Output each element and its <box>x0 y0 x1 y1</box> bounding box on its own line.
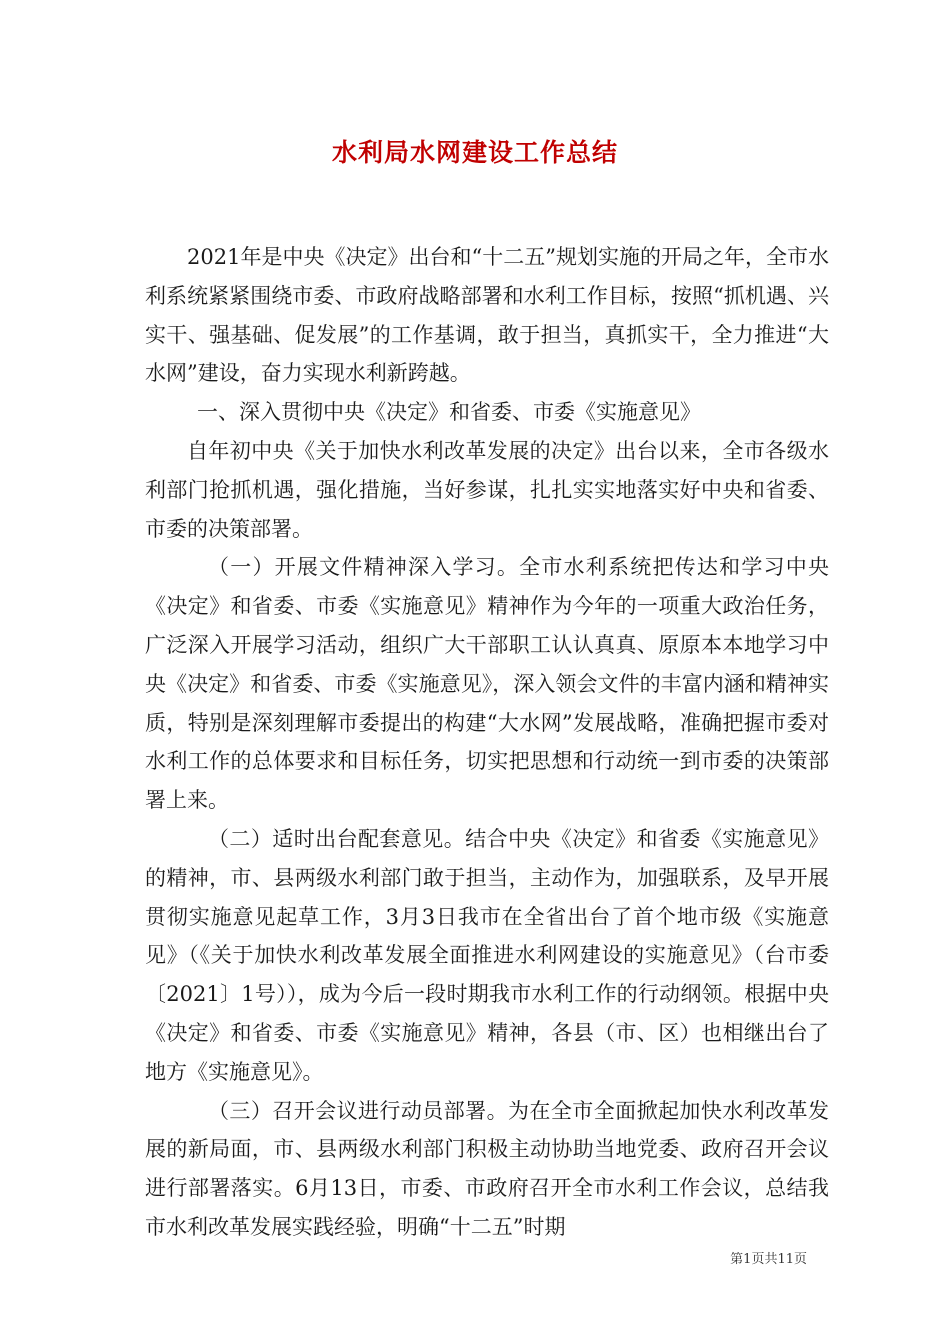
section-heading: 一、深入贯彻中央《决定》和省委、市委《实施意见》 <box>197 400 701 425</box>
body-paragraph: （二）适时出台配套意见。结合中央《决定》和省委《实施意见》的精神，市、县两级水利部门敢于担当，主动作为，加强联系，及早开展贯彻实施意见起草工作，3月3日我市在全省出台了首个地市级《实施意见》（《关于加快水利改革发展全面推进水利网建设的实施意见》（台市委〔2021〕1号）），成为今后一段时期我市水利工作的行动纲领。根据中央《决定》和省委、市委《实施意见》精神，各县（市、区）也相继出台了地方《实施意见》。 <box>145 826 829 1084</box>
page-number: 第1页共11页 <box>730 1252 807 1267</box>
intro-paragraph: 2021年是中央《决定》出台和“十二五”规划实施的开局之年，全市水利系统紧紧围绕市委、市政府战略部署和水利工作目标，按照“抓机遇、兴实干、强基础、促发展”的工作基调，敢于担当，真抓实干，全力推进“大水网”建设，奋力实现水利新跨越。 <box>145 245 829 386</box>
body-paragraph: 自年初中央《关于加快水利改革发展的决定》出台以来，全市各级水利部门抢抓机遇，强化措施，当好参谋，扎扎实实地落实好中央和省委、市委的决策部署。 <box>145 438 829 541</box>
body-paragraph: （三）召开会议进行动员部署。为在全市全面掀起加快水利改革发展的新局面，市、县两级水利部门积极主动协助当地党委、政府召开会议进行部署落实。6月13日，市委、市政府召开全市水利工作会议，总结我市水利改革发展实践经验，明确“十二五”时期 <box>145 1098 829 1239</box>
document-body <box>145 238 829 1247</box>
body-paragraph: （一）开展文件精神深入学习。全市水利系统把传达和学习中央《决定》和省委、市委《实施意见》精神作为今年的一项重大政治任务，广泛深入开展学习活动，组织广大干部职工认认真真、原原本本地学习中央《决定》和省委、市委《实施意见》，深入领会文件的丰富内涵和精神实质，特别是深刻理解市委提出的构建“大水网”发展战略，准确把握市委对水利工作的总体要求和目标任务，切实把思想和行动统一到市委的决策部署上来。 <box>145 555 829 813</box>
document-title: 水利局水网建设工作总结 <box>331 138 618 167</box>
